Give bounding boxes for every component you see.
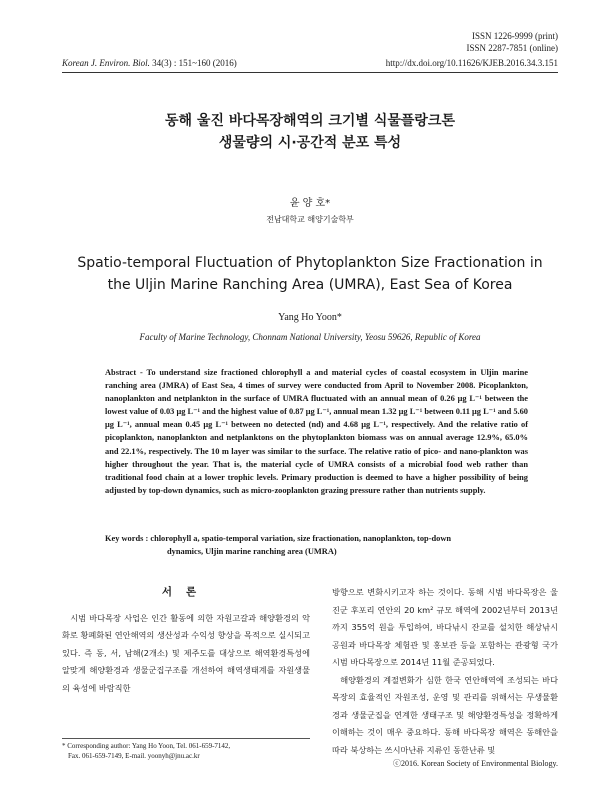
header-rule (62, 72, 558, 73)
doi-link[interactable]: http://dx.doi.org/10.11626/KJEB.2016.34.3.151 (385, 58, 558, 68)
korean-title-line-1: 동해 울진 바다목장해역의 크기별 식물플랑크톤 (165, 113, 455, 129)
english-title-line-2: the Uljin Marine Ranching Area (UMRA), East Sea of Korea (107, 277, 513, 293)
keywords-line-2: dynamics, Uljin marine ranching area (UMRA) (167, 547, 337, 556)
issn-print: ISSN 1226-9999 (print) (472, 31, 558, 41)
english-title (62, 252, 558, 296)
english-affiliation: Faculty of Marine Technology, Chonnam National University, Yeosu 59626, Republic of Korea (139, 332, 481, 342)
body-paragraph: 시범 바다목장 사업은 인간 활동에 의한 자원고갈과 해양환경의 악화로 황폐화된 연안해역의 생산성과 수익성 향상을 목적으로 실시되고 있다. 즉 동, 서, 남해(2개소) 및 제주도를 대상으로 해역환경특성에 알맞게 해양환경과 생물군집구조를 개선하여 해역생태계를 자원생물의 육성에 바람직한 (62, 612, 310, 693)
keywords-line-1: Key words : chlorophyll a, spatio-temporal variation, size fractionation, nanoplankton, top-down (105, 534, 452, 543)
abstract: Abstract - To understand size fractioned chlorophyll a and material cycles of coastal ecosystem in Uljin marine ranching area (JMRA) of East Sea, 4 times of survey were conducted from April to November 2008. Picoplankton, nanoplankton and netplankton in the surface of UMRA fluctuated with an annual mean of 0.26 μg L⁻¹ between the lowest value of 0.03 μg L⁻¹ and the highest value of 0.87 μg L⁻¹, annual mean 1.32 μg L⁻¹ between 0.11 μg L⁻¹ and 5.60 μg L⁻¹, annual mean 0.45 μg L⁻¹ between no detected (nd) and 4.68 μg L⁻¹, respectively. And the relative ratio of picoplankton, nanoplankton and netplanktons on the phytoplankton biomass was on annual average 12.9%, 65.0% and 22.1%, respectively. The 10 m layer was similar to the surface. The relative ratio of pico- and nano-plankton was higher throughout the year. That is, the material cycle of UMRA consists of a microbial food web rather than traditional food chain at a lower trophic levels. Primary production is deemed to have a higher possibility of being adjusted by top-down dynamics, such as micro-zooplankton grazing pressure rather than nutrients supply. (105, 368, 528, 495)
copyright-notice: ⓒ2016. Korean Society of Environmental Biology. (392, 759, 558, 768)
english-title-line-1: Spatio-temporal Fluctuation of Phytoplankton Size Fractionation in (77, 255, 543, 271)
korean-author: 윤 양 호* (289, 198, 331, 209)
journal-name: Korean J. Environ. Biol. (62, 58, 150, 68)
journal-citation (62, 58, 237, 68)
section-title-introduction: 서론 (161, 586, 211, 598)
body-paragraph: 해양환경의 계절변화가 심한 한국 연안해역에 조성되는 바다목장의 효율적인 자원조성, 운영 및 관리를 위해서는 무생물환경과 생물군집을 연계한 생태구조 및 해양환경특성을 정확하게 이해하는 것이 매우 중요하다. 동해 바다목장 해역은 동해안을 따라 북상하는 쓰시마난류 지류인 동한난류 및 (332, 674, 558, 755)
korean-title-line-2: 생물량의 시·공간적 분포 특성 (218, 135, 402, 151)
english-author: Yang Ho Yoon* (278, 312, 342, 323)
footnote-line-1: * Corresponding author: Yang Ho Yoon, Tel. 061-659-7142, (62, 742, 231, 750)
korean-affiliation: 전남대학교 해양기술학부 (266, 215, 354, 224)
corresponding-author-footnote (62, 738, 310, 761)
body-right-column (332, 584, 558, 759)
footnote-line-2: Fax. 061-659-7149, E-mail. yoonyh@jnu.ac.kr (68, 752, 200, 760)
volume-pages: 34(3) : 151~160 (2016) (152, 58, 237, 68)
body-left-column (62, 584, 310, 697)
issn-block (467, 30, 559, 54)
issn-online: ISSN 2287-7851 (online) (466, 43, 558, 53)
journal-header (62, 56, 558, 70)
korean-title (62, 110, 558, 154)
body-paragraph: 방향으로 변화시키고자 하는 것이다. 동해 시범 바다목장은 울진군 후포리 연안의 20 km² 규모 해역에 2002년부터 2013년까지 355억 원을 투입하여, 바다낚시 잔교를 설치한 해상낚시공원과 바다목장 체험관 및 홍보관 등을 포함하는 관광형 국가시범 바다목장으로 2014년 11월 준공되었다. (332, 587, 558, 667)
keywords (105, 532, 528, 558)
